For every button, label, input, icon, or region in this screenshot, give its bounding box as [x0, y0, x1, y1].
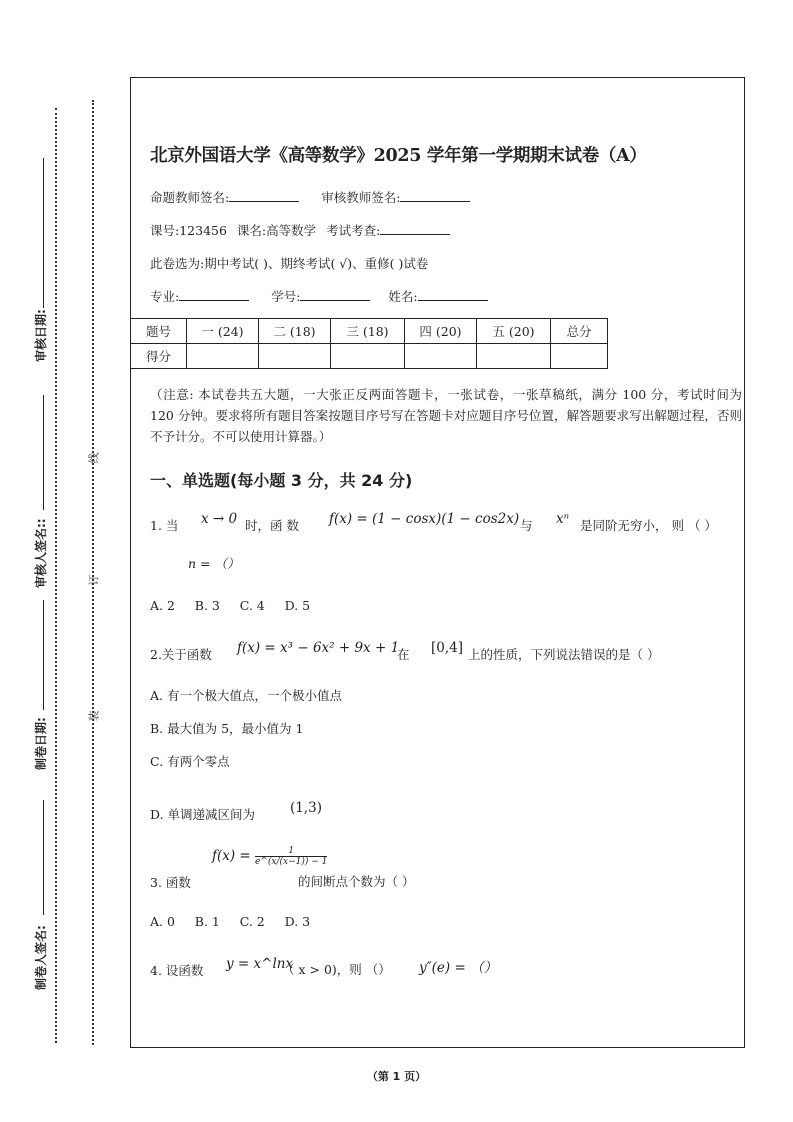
setter-sign-label: 命题教师签名: — [150, 190, 230, 205]
q1-xn: xⁿ — [556, 511, 570, 527]
score-input-cell[interactable] — [551, 344, 608, 369]
q3-tail: 的间断点个数为（ ） — [298, 874, 415, 889]
student-id-label: 学号: — [271, 289, 301, 304]
setter-sign-row — [150, 188, 470, 206]
sign-line-1 — [43, 158, 44, 308]
score-table-cell: 一 (24) — [187, 319, 259, 344]
course-number: 课号:123456 — [150, 223, 227, 238]
score-table-cell: 得分 — [131, 344, 187, 369]
sign-line-3 — [43, 600, 44, 710]
score-input-cell[interactable] — [405, 344, 477, 369]
q4-ask: y″(e) = （） — [419, 960, 498, 976]
student-id-blank[interactable] — [300, 288, 370, 301]
q2-function: f(x) = x³ − 6x² + 9x + 1 — [237, 640, 400, 656]
reviewer-sign-label: 审核人签名:: — [34, 518, 48, 588]
cut-char-ding: 订 — [87, 574, 101, 586]
score-input-cell[interactable] — [477, 344, 551, 369]
q2-option-d: D. 单调递减区间为 — [150, 807, 256, 822]
score-input-cell[interactable] — [331, 344, 405, 369]
score-input-cell[interactable] — [187, 344, 259, 369]
exam-notice: （注意: 本试卷共五大题，一大张正反两面答题卡，一张试卷，一张草稿纸，满分 100 分，考试时间为 120 分钟。要求将所有题目答案按题目序号写在答题卡对应题目序号位置，解答题要求写出解题过程，否则不予计分。不可以使用计算器。） — [150, 387, 742, 444]
exam-type-blank[interactable] — [380, 222, 450, 235]
page-number: （第 1 页） — [366, 1070, 427, 1083]
course-name: 课名:高等数学 — [236, 223, 317, 238]
q2-option-b: B. 最大值为 5，最小值为 1 — [150, 721, 304, 736]
q1-function: f(x) = (1 − cosx)(1 − cos2x) — [329, 511, 520, 527]
reviewer-teacher-label: 审核教师签名: — [321, 190, 401, 205]
q3-fraction — [255, 846, 327, 867]
exam-select: 此卷选为:期中考试( )、期终考试( √)、重修( )试卷 — [150, 256, 429, 271]
score-table — [130, 318, 608, 369]
q2-on: 在 — [397, 647, 410, 662]
review-date-label: 审核日期: — [34, 309, 48, 362]
name-label: 姓名: — [388, 289, 418, 304]
q4-condition: （ x > 0)，则 （） — [282, 962, 391, 977]
score-table-header-row — [131, 319, 608, 344]
q1-intro: 1. 当 — [150, 518, 179, 533]
cut-char-xian: 线 — [87, 452, 101, 464]
q4-intro: 4. 设函数 — [150, 963, 204, 978]
sign-line-4 — [43, 800, 44, 915]
q3-options: A. 0 B. 1 C. 2 D. 3 — [150, 914, 311, 929]
score-input-cell[interactable] — [259, 344, 331, 369]
score-table-score-row — [131, 344, 608, 369]
q1-options: A. 2 B. 3 C. 4 D. 5 — [150, 598, 311, 613]
q2-option-c: C. 有两个零点 — [150, 754, 230, 769]
score-table-cell: 四 (20) — [405, 319, 477, 344]
q1-tail: 是同阶无穷小， 则 （ ） — [580, 518, 717, 533]
q1-n-line: n = （） — [188, 556, 240, 571]
name-blank[interactable] — [418, 288, 488, 301]
q2-tail: 上的性质，下列说法错误的是（ ） — [468, 647, 660, 662]
q2-intro: 2.关于函数 — [150, 647, 212, 662]
score-table-cell: 题号 — [131, 319, 187, 344]
score-table-cell: 五 (20) — [477, 319, 551, 344]
q2-option-a: A. 有一个极大值点，一个极小值点 — [150, 688, 342, 703]
sign-line-2 — [43, 395, 44, 510]
q2-option-d-interval: (1,3) — [290, 800, 323, 816]
exam-title: 北京外国语大学《高等数学》2025 学年第一学期期末试卷（A） — [150, 146, 647, 166]
cut-char-zhuang: 装 — [87, 710, 101, 722]
q3-function — [212, 846, 327, 867]
score-table-cell: 总分 — [551, 319, 608, 344]
q4-function: y = x^lnx — [226, 956, 294, 972]
binding-dotted-line-inner — [92, 100, 94, 1045]
section-1-title: 一、单选题(每小题 3 分，共 24 分) — [150, 471, 413, 490]
compile-date-label: 制卷日期: — [34, 717, 48, 770]
binding-dotted-line-outer — [55, 108, 57, 1043]
q3-fraction-numerator: 1 — [255, 846, 327, 857]
compiler-sign-label: 制卷人签名: — [34, 925, 48, 990]
major-label: 专业: — [150, 289, 180, 304]
major-blank[interactable] — [179, 288, 249, 301]
q2-interval: [0,4] — [431, 640, 464, 656]
q3-fraction-denominator: e^(x/(x−1)) − 1 — [255, 857, 328, 867]
q3-function-lhs: f(x) = — [212, 848, 251, 864]
q1-mid: 时，函 数 — [245, 518, 299, 533]
q1-condition: x → 0 — [201, 511, 238, 527]
q3-intro: 3. 函数 — [150, 875, 191, 890]
setter-sign-blank[interactable] — [229, 189, 299, 202]
student-info-row — [150, 287, 488, 305]
q1-with: 与 — [520, 518, 533, 533]
score-table-cell: 二 (18) — [259, 319, 331, 344]
exam-type-label: 考试考查: — [326, 223, 381, 238]
reviewer-teacher-blank[interactable] — [400, 189, 470, 202]
course-row — [150, 221, 450, 239]
score-table-cell: 三 (18) — [331, 319, 405, 344]
